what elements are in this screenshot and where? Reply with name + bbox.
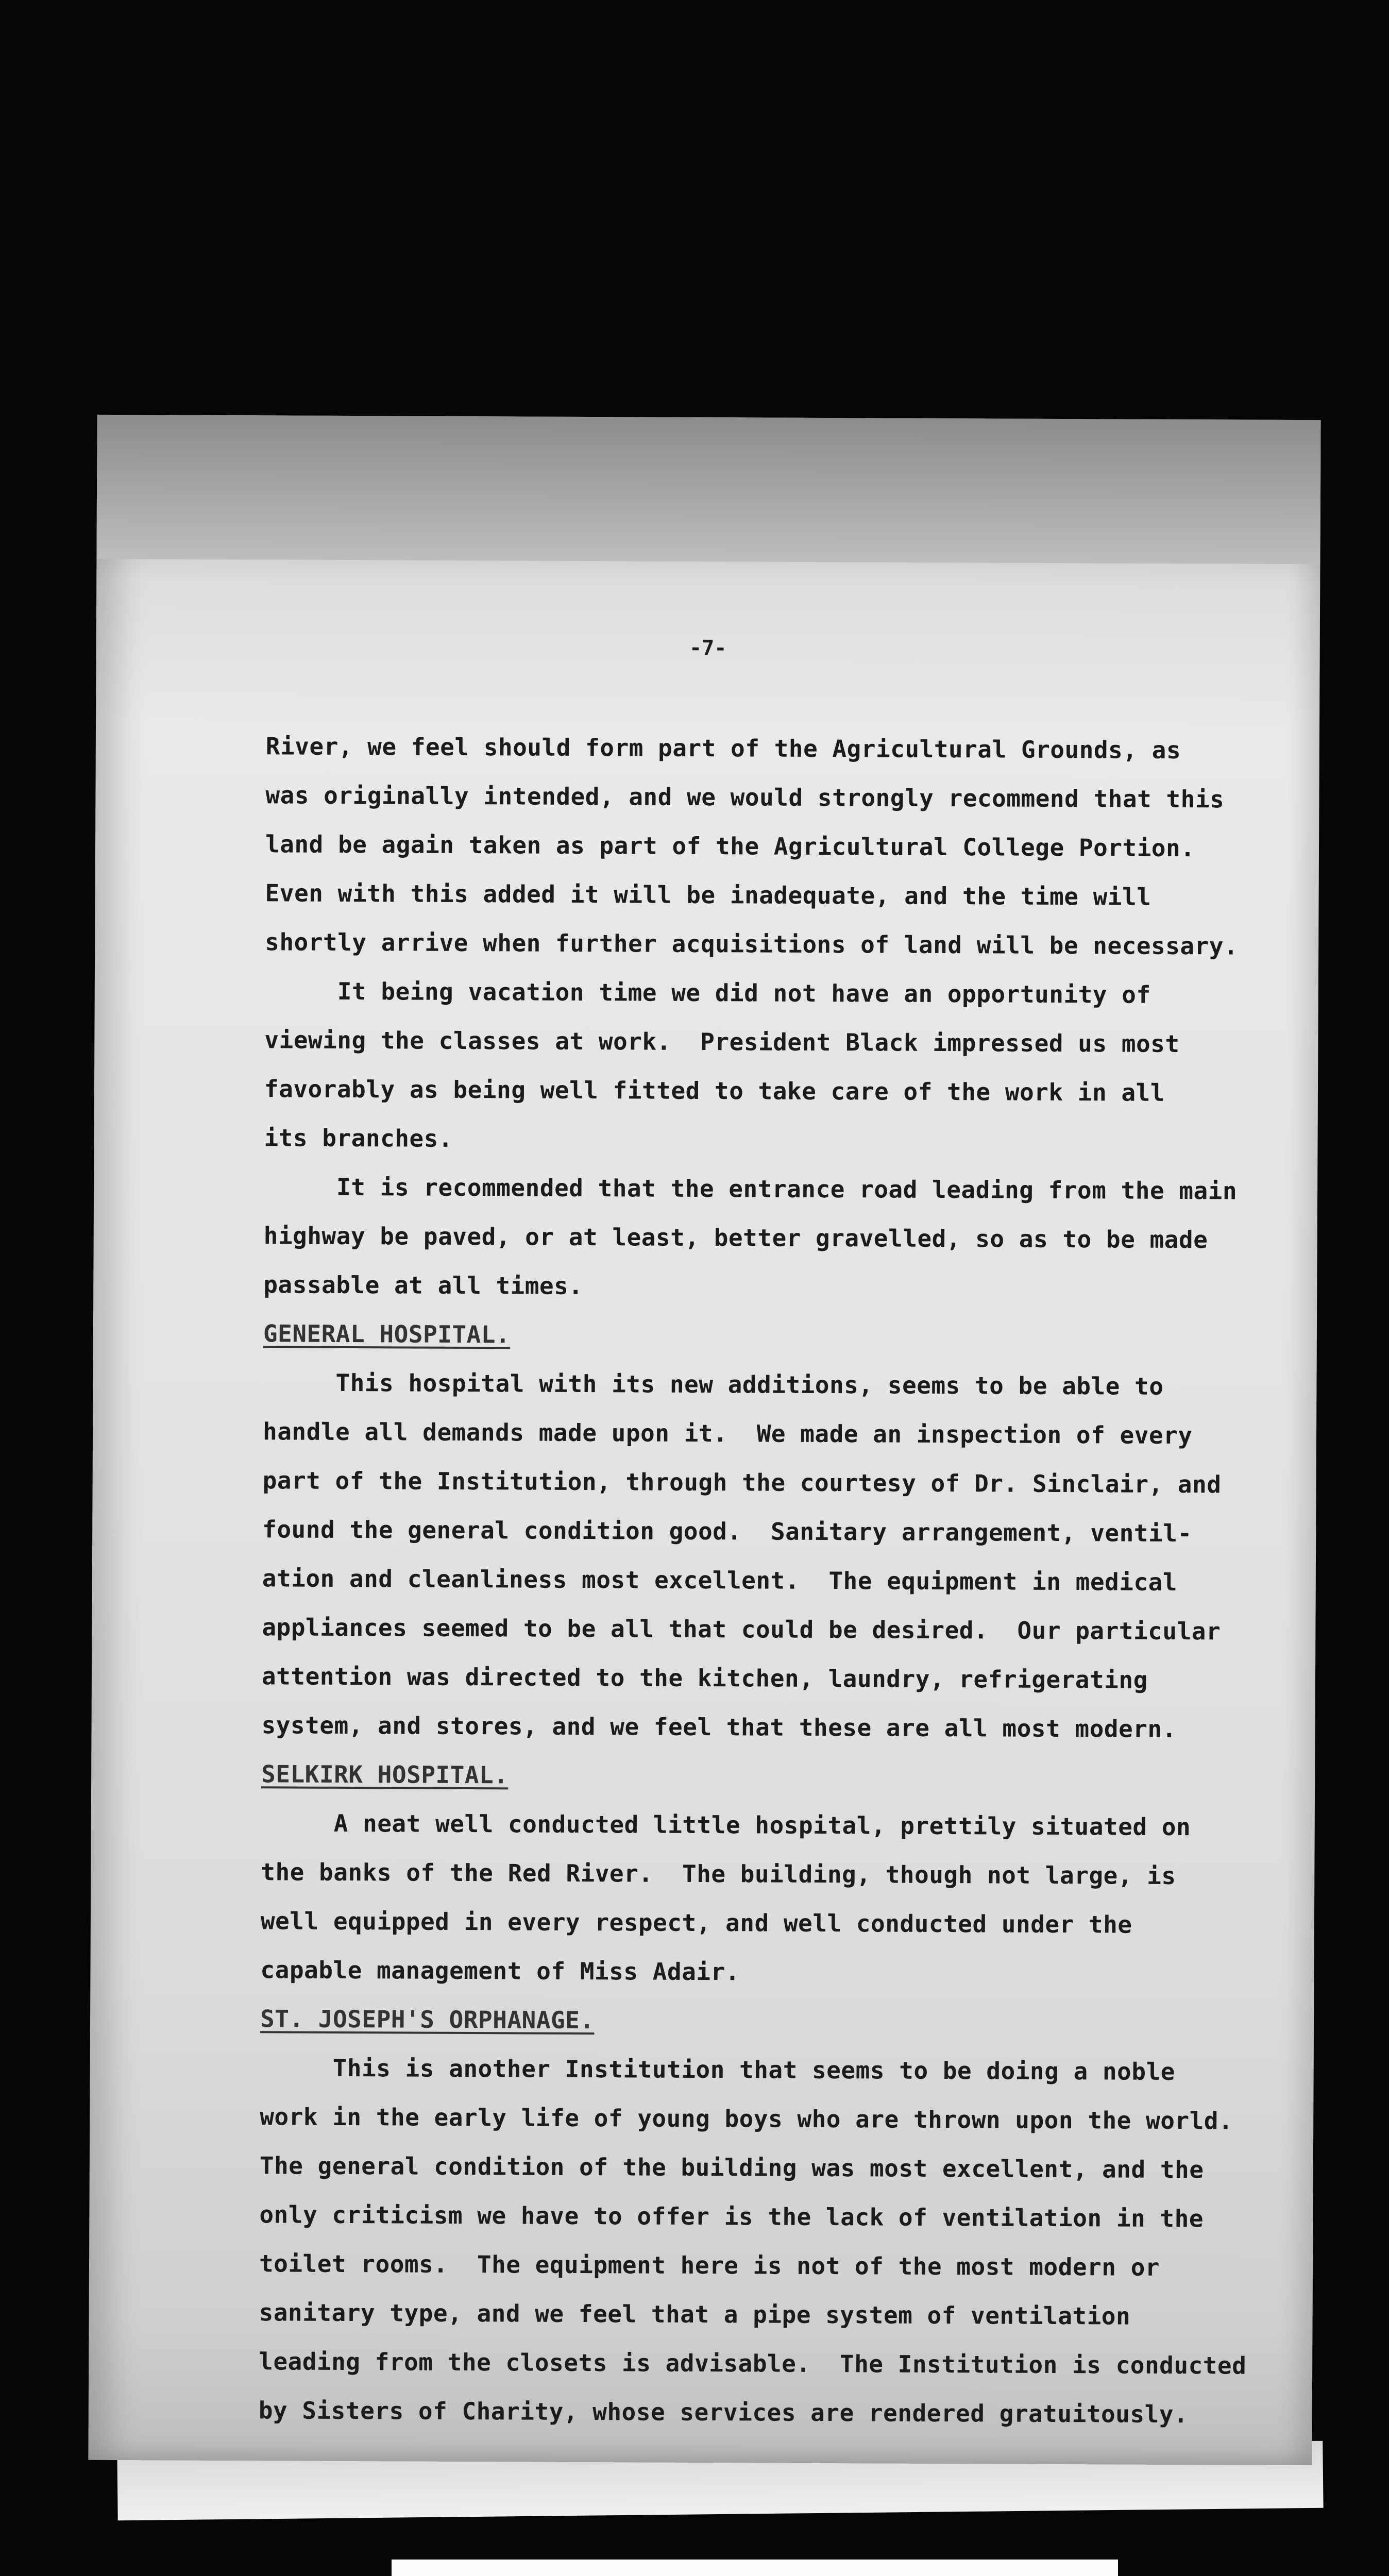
text-line: was originally intended, and we would strongly recommend that this bbox=[265, 781, 1225, 814]
text-line: viewing the classes at work. President Black impressed us most bbox=[264, 1026, 1180, 1058]
text-line: work in the early life of young boys who are thrown upon the world. bbox=[260, 2103, 1233, 2135]
text-line: toilet rooms. The equipment here is not of the most modern or bbox=[259, 2249, 1160, 2281]
section-heading: SELKIRK HOSPITAL. bbox=[261, 1760, 509, 1789]
text-line: found the general condition good. Sanitary arrangement, ventil- bbox=[262, 1515, 1192, 1548]
text-line: ation and cleanliness most excellent. The equipment in medical bbox=[262, 1564, 1178, 1597]
text-line: the banks of the Red River. The building, though not large, is bbox=[261, 1858, 1176, 1890]
text-line: River, we feel should form part of the Agricultural Grounds, as bbox=[265, 732, 1181, 765]
section-heading: GENERAL HOSPITAL. bbox=[263, 1319, 511, 1349]
text-line: Even with this added it will be inadequate, and the time will bbox=[265, 879, 1151, 911]
text-line: sanitary type, and we feel that a pipe system of ventilation bbox=[259, 2298, 1131, 2330]
text-line: part of the Institution, through the courtesy of Dr. Sinclair, and bbox=[262, 1466, 1222, 1499]
text-line: its branches. bbox=[264, 1124, 453, 1153]
text-line: highway be paved, or at least, better gravelled, so as to be made bbox=[263, 1222, 1208, 1254]
page-number: -7- bbox=[689, 636, 727, 660]
archive-label-right bbox=[829, 2566, 1053, 2576]
archive-label-left bbox=[433, 2566, 644, 2576]
text-line: appliances seemed to be all that could be desired. Our particular bbox=[262, 1613, 1221, 1646]
text-line: system, and stores, and we feel that these are all most modern. bbox=[261, 1711, 1177, 1743]
text-line: A neat well conducted little hospital, prettily situated on bbox=[261, 1809, 1191, 1841]
text-line: leading from the closets is advisable. The Institution is conducted bbox=[259, 2347, 1247, 2380]
text-line: It is recommended that the entrance road leading from the main bbox=[264, 1173, 1238, 1205]
text-line: passable at all times. bbox=[263, 1270, 583, 1300]
document-page bbox=[88, 415, 1320, 2465]
text-line: well equipped in every respect, and well conducted under the bbox=[260, 1907, 1132, 1939]
text-line: favorably as being well fitted to take care of the work in all bbox=[264, 1075, 1165, 1107]
text-line: capable management of Miss Adair. bbox=[260, 1956, 740, 1986]
page-top-shadow bbox=[96, 415, 1320, 564]
text-line: It being vacation time we did not have an opportunity of bbox=[264, 977, 1151, 1009]
text-line: by Sisters of Charity, whose services are rendered gratuitously. bbox=[258, 2396, 1189, 2429]
archive-label bbox=[392, 2560, 1118, 2576]
text-line: shortly arrive when further acquisitions of land will be necessary. bbox=[265, 928, 1239, 960]
text-line: attention was directed to the kitchen, laundry, refrigerating bbox=[261, 1662, 1148, 1694]
text-line: The general condition of the building was most excellent, and the bbox=[259, 2151, 1204, 2184]
text-line: This hospital with its new additions, seems to be able to bbox=[263, 1368, 1164, 1400]
text-line: This is another Institution that seems to be doing a noble bbox=[260, 2054, 1176, 2086]
section-heading: ST. JOSEPH'S ORPHANAGE. bbox=[260, 2005, 595, 2035]
text-line: land be again taken as part of the Agricultural College Portion. bbox=[265, 830, 1195, 862]
text-line: only criticism we have to offer is the lack of ventilation in the bbox=[259, 2200, 1204, 2233]
text-line: handle all demands made upon it. We made an inspection of every bbox=[262, 1417, 1193, 1450]
